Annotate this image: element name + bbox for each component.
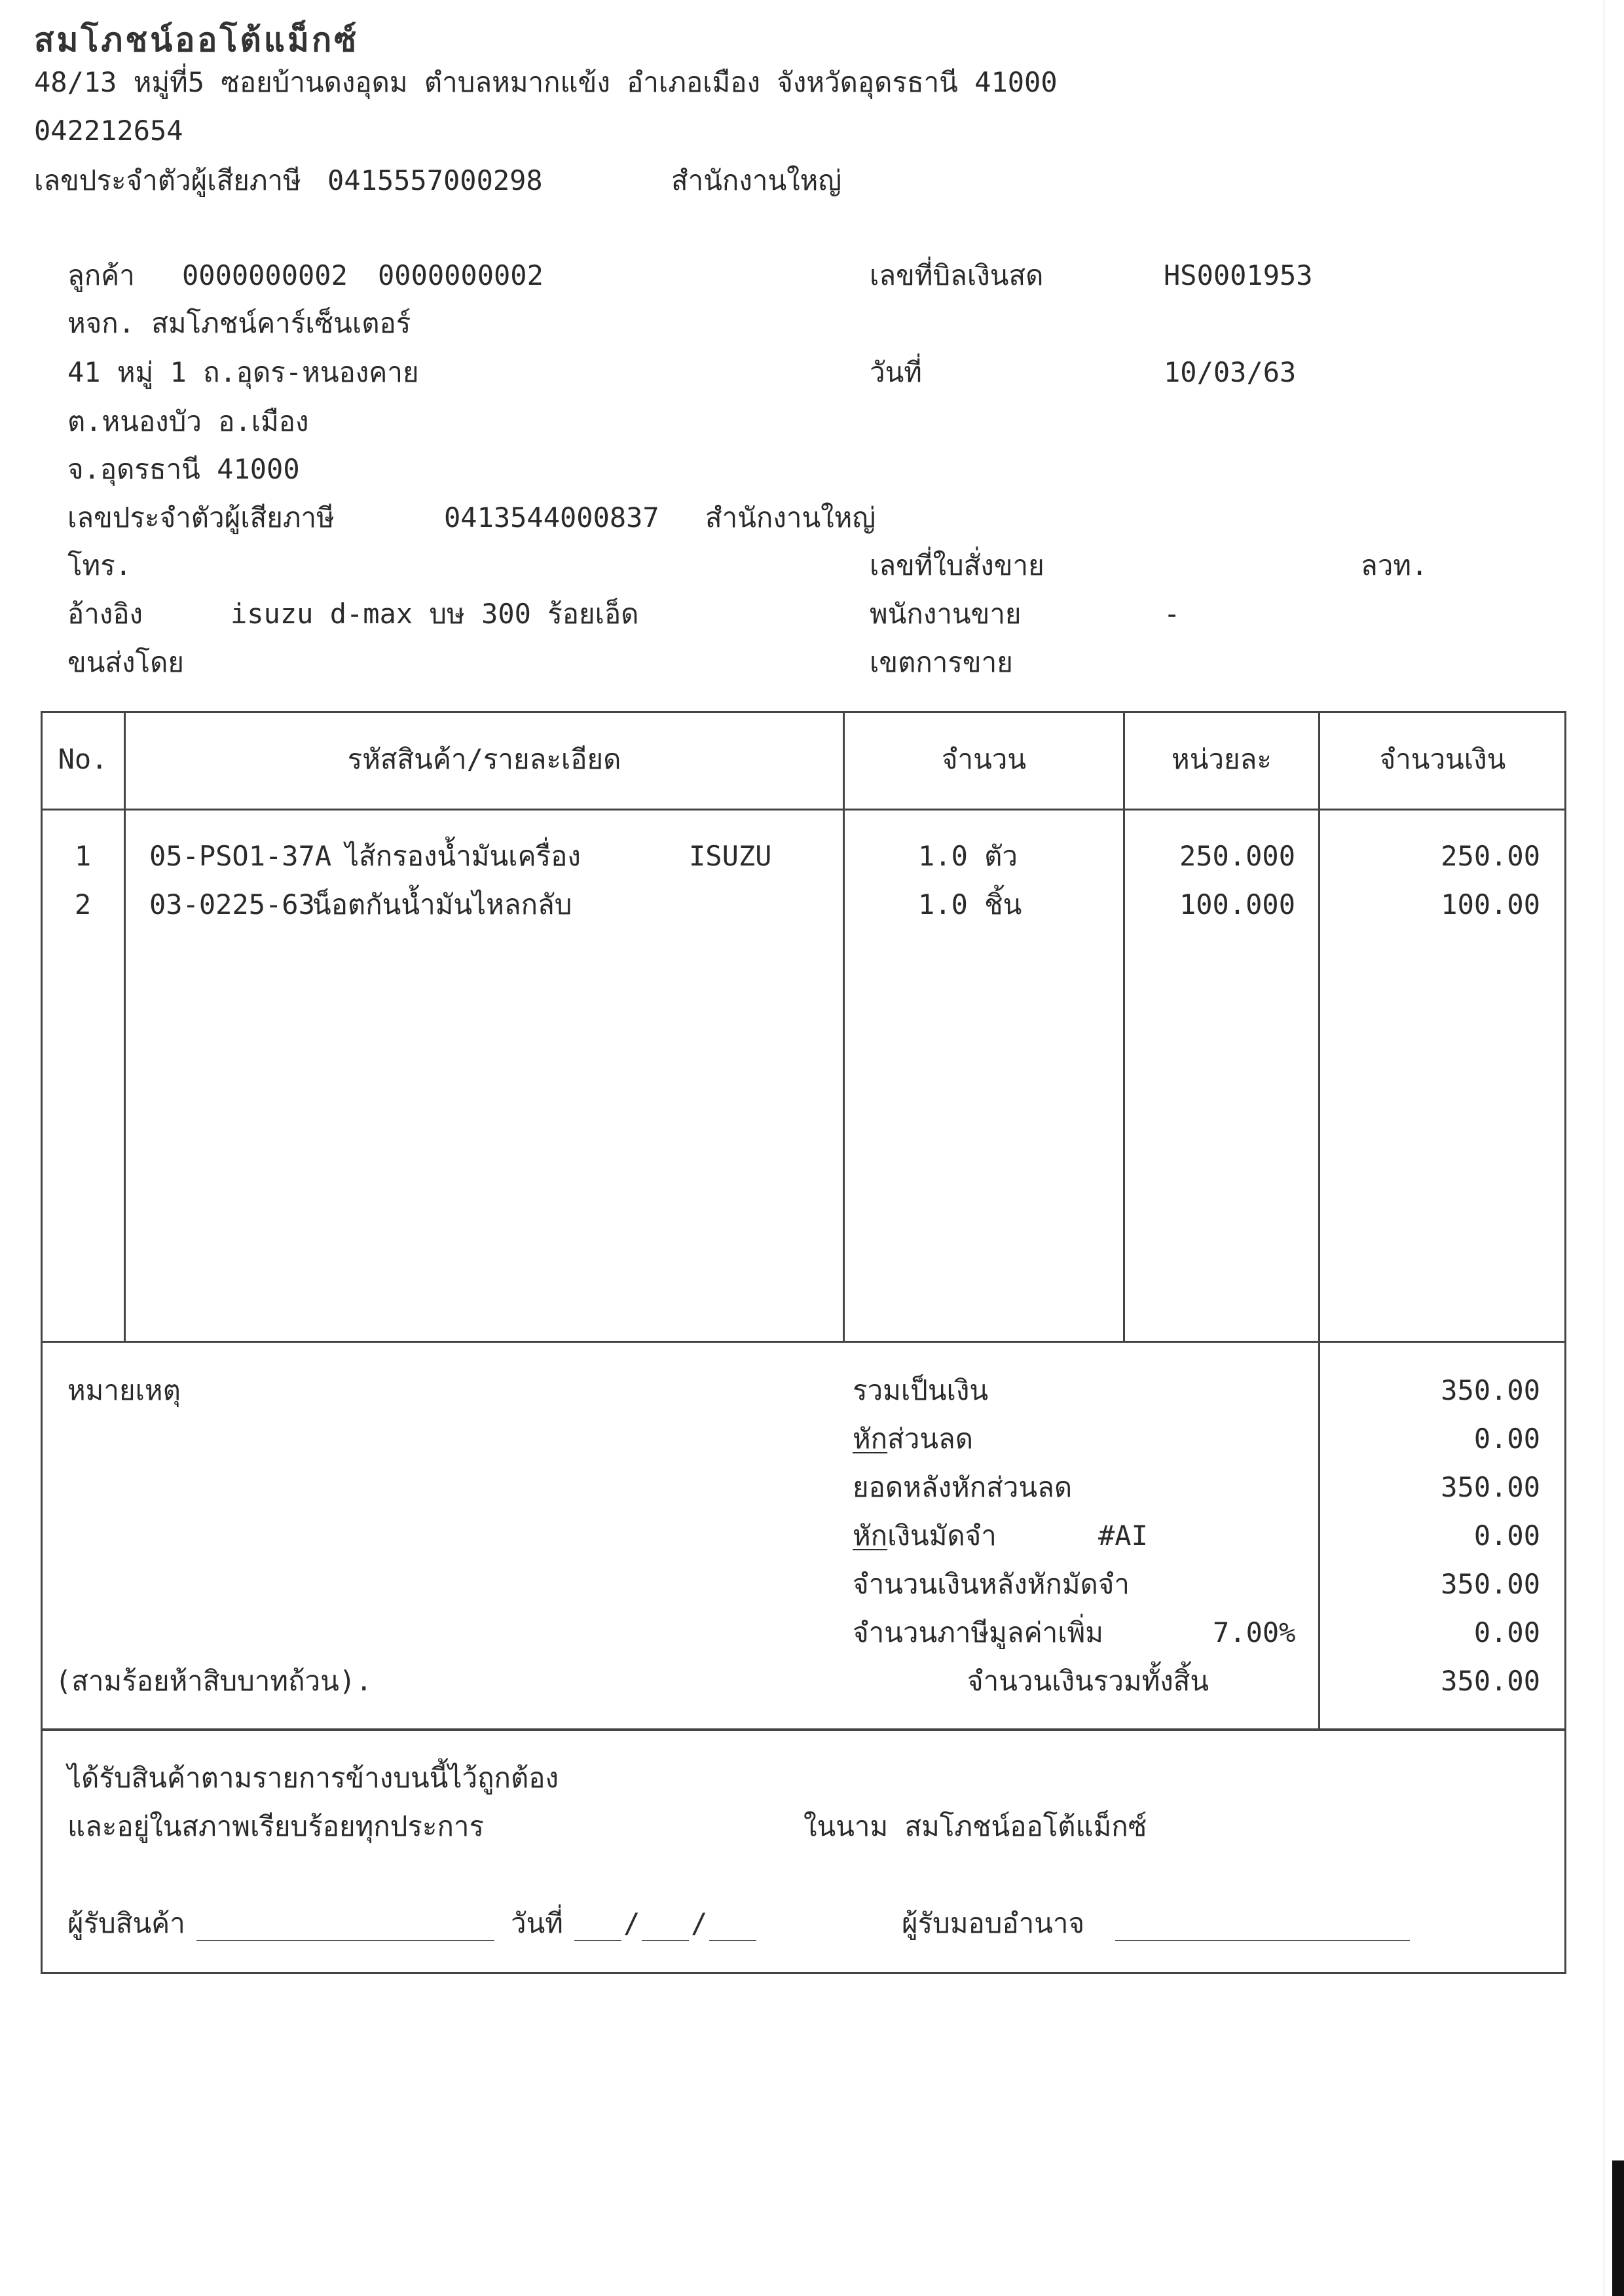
col-divider-item (843, 711, 845, 1342)
customer-label: ลูกค้า (67, 259, 135, 291)
sales-order-suffix: ลวท. (1361, 549, 1428, 581)
header-unit-price: หน่วยละ (1172, 743, 1272, 775)
row-2-no: 2 (74, 888, 92, 920)
receiver-label: ผู้รับสินค้า (67, 1907, 185, 1939)
row-2-qty: 1.0 ชิ้น (918, 888, 1022, 920)
row-2-desc: น็อตกันน้ำมันไหลกลับ (312, 888, 572, 920)
bill-no: HS0001953 (1164, 259, 1313, 291)
deposit-prefix: หัก (853, 1520, 888, 1552)
salesperson-value: - (1164, 598, 1181, 630)
company-address: 48/13 หมู่ที่5 ซอยบ้านดงอุดม ตำบลหมากแข้ง อำเภอเมือง จังหวัดอุดรธานี 41000 (34, 66, 1058, 98)
customer-code-1: 0000000002 (182, 259, 348, 291)
subtotal-value: 350.00 (1441, 1374, 1540, 1406)
customer-code-2: 0000000002 (378, 259, 544, 291)
customer-tax-label: เลขประจำตัวผู้เสียภาษี (67, 501, 335, 534)
customer-ref-value: isuzu d-max บษ 300 ร้อยเอ็ด (231, 598, 639, 630)
row-1-qty: 1.0 ตัว (918, 840, 1018, 872)
table-header-divider (41, 809, 1566, 811)
customer-address-2: ต.หนองบัว อ.เมือง (67, 405, 309, 437)
company-branch: สำนักงานใหญ่ (671, 164, 842, 196)
after-deposit-value: 350.00 (1441, 1568, 1540, 1600)
authorized-signature-line (1115, 1940, 1410, 1941)
receive-date-year-line (709, 1940, 756, 1941)
remark-label: หมายเหตุ (67, 1374, 181, 1406)
bill-no-label: เลขที่บิลเงินสด (870, 259, 1044, 291)
deposit-label-text: เงินมัดจำ (887, 1520, 997, 1552)
discount-label-text: ส่วนลด (887, 1423, 974, 1455)
customer-ref-label: อ้างอิง (67, 598, 143, 630)
customer-phone-label: โทร. (67, 549, 132, 581)
header-item: รหัสสินค้า/รายละเอียด (347, 743, 621, 775)
bill-date: 10/03/63 (1164, 356, 1297, 388)
subtotal-label: รวมเป็นเงิน (853, 1374, 989, 1406)
after-deposit-label: จำนวนเงินหลังหักมัดจำ (853, 1568, 1130, 1600)
col-divider-no (124, 711, 126, 1342)
grand-total-value: 350.00 (1441, 1665, 1540, 1697)
discount-value: 0.00 (1473, 1423, 1540, 1455)
receiver-signature-line (196, 1940, 494, 1941)
receipt-confirm-line-2: และอยู่ในสภาพเรียบร้อยทุกประการ (67, 1810, 485, 1842)
vat-label: จำนวนภาษีมูลค่าเพิ่ม (853, 1616, 1103, 1649)
on-behalf-of: ในนาม สมโภชน์ออโต้แม็กซ์ (803, 1810, 1147, 1842)
receive-date-label: วันที่ (511, 1907, 563, 1939)
row-2-code: 03-0225-63 (149, 888, 315, 920)
bill-date-label: วันที่ (870, 356, 922, 388)
grand-total-label: จำนวนเงินรวมทั้งสิ้น (967, 1665, 1209, 1697)
salesperson-label: พนักงานขาย (870, 598, 1022, 630)
table-body-divider (41, 1341, 1566, 1343)
row-1-desc: ไส้กรองน้ำมันเครื่อง (345, 840, 581, 872)
row-1-no: 1 (74, 840, 92, 872)
vat-value: 0.00 (1473, 1616, 1540, 1649)
header-no: No. (58, 743, 108, 775)
receive-date-separator-2: / (691, 1907, 708, 1939)
vat-rate: 7.00% (1213, 1616, 1296, 1649)
sales-area-label: เขตการขาย (870, 646, 1013, 678)
header-qty: จำนวน (941, 743, 1027, 775)
customer-address-1: 41 หมู่ 1 ถ.อุดร-หนองคาย (67, 356, 419, 388)
company-tax-id: 0415557000298 (327, 164, 543, 196)
header-amount: จำนวนเงิน (1379, 743, 1506, 775)
discount-label (853, 1423, 973, 1455)
customer-address-3: จ.อุดรธานี 41000 (67, 453, 300, 485)
customer-tax-id: 0413544000837 (444, 501, 659, 534)
authorized-label: ผู้รับมอบอำนาจ (902, 1907, 1085, 1939)
deposit-value: 0.00 (1473, 1520, 1540, 1552)
receive-date-separator-1: / (623, 1907, 640, 1939)
row-2-unit-price: 100.000 (1179, 888, 1295, 920)
receipt-confirm-line-1: ได้รับสินค้าตามรายการข้างบนนี้ไว้ถูกต้อง (67, 1762, 559, 1794)
customer-branch: สำนักงานใหญ่ (705, 501, 876, 534)
company-tax-label: เลขประจำตัวผู้เสียภาษี (34, 164, 301, 196)
discount-prefix: หัก (853, 1423, 888, 1455)
row-1-unit-price: 250.000 (1179, 840, 1295, 872)
col-divider-qty (1123, 711, 1125, 1342)
customer-ship-label: ขนส่งโดย (67, 646, 185, 678)
deposit-code: #AI (1098, 1520, 1148, 1552)
receive-date-day-line (574, 1940, 621, 1941)
after-discount-value: 350.00 (1441, 1471, 1540, 1503)
row-1-amount: 250.00 (1441, 840, 1540, 872)
row-1-code: 05-PSO1-37A (149, 840, 332, 872)
deposit-label (853, 1520, 997, 1552)
row-2-amount: 100.00 (1441, 888, 1540, 920)
customer-name: หจก. สมโภชน์คาร์เซ็นเตอร์ (67, 307, 411, 339)
receive-date-month-line (642, 1940, 689, 1941)
after-discount-label: ยอดหลังหักส่วนลด (853, 1471, 1073, 1503)
sales-order-label: เลขที่ใบสั่งขาย (870, 549, 1044, 581)
row-1-brand: ISUZU (689, 840, 772, 872)
scan-edge-bar (1612, 2160, 1624, 2296)
amount-in-words: (สามร้อยห้าสิบบาทถ้วน). (55, 1665, 373, 1697)
company-phone: 042212654 (34, 115, 183, 147)
company-name: สมโภชน์ออโต้แม็กซ์ (34, 20, 360, 59)
